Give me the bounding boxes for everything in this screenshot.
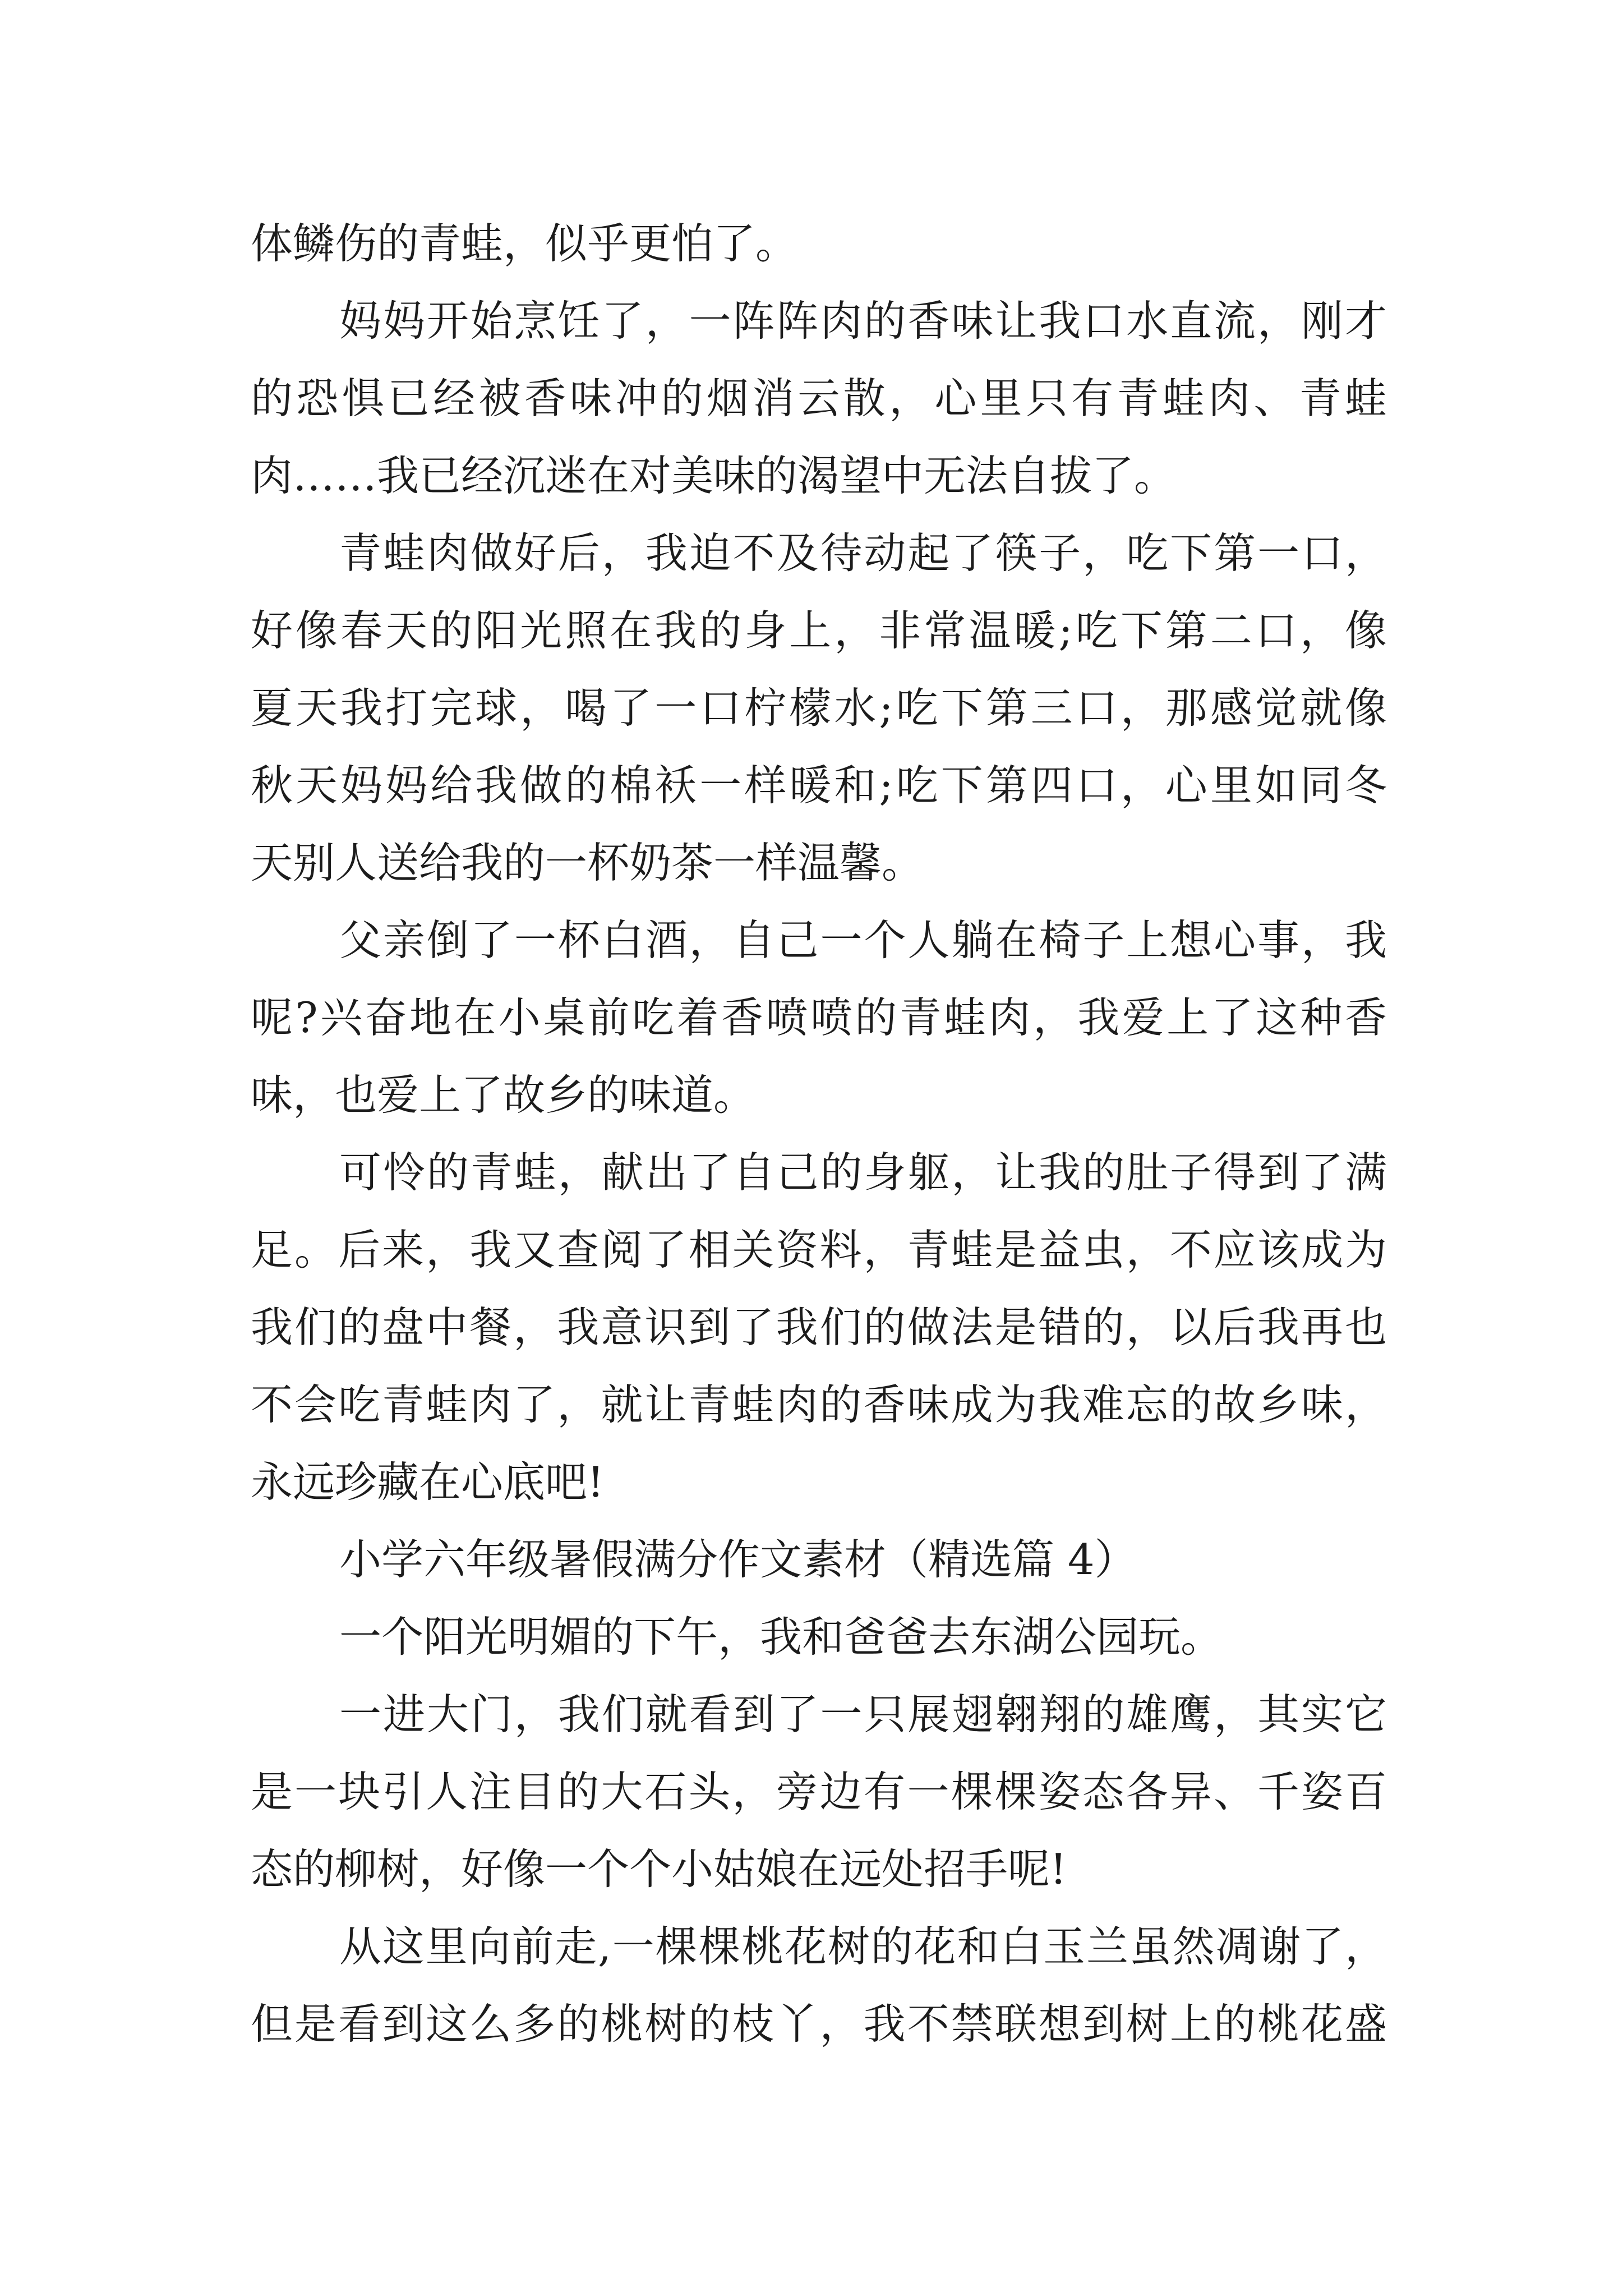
text-line: 不会吃青蛙肉了，就让青蛙肉的香味成为我难忘的故乡味， (251, 1380, 1387, 1429)
text-line: 体鳞伤的青蛙，似乎更怕了。 (251, 219, 798, 268)
section-heading-text: 小学六年级暑假满分作文素材（精选篇 4） (339, 1535, 1137, 1584)
text-line: 夏天我打完球，喝了一口柠檬水;吃下第三口，那感觉就像 (251, 683, 1387, 733)
text-line: 天别人送给我的一杯奶茶一样温馨。 (251, 838, 924, 887)
text-line: 永远珍藏在心底吧! (251, 1457, 605, 1507)
text-line: 态的柳树，好像一个个小姑娘在远处招手呢! (251, 1844, 1067, 1894)
text-line: 从这里向前走,一棵棵桃花树的花和白玉兰虽然凋谢了， (339, 1922, 1387, 1971)
text-line: 但是看到这么多的桃树的枝丫，我不禁联想到树上的桃花盛 (251, 1999, 1387, 2049)
text-line: 青蛙肉做好后，我迫不及待动起了筷子，吃下第一口， (339, 528, 1387, 578)
text-line: 是一块引人注目的大石头，旁边有一棵棵姿态各异、千姿百 (251, 1767, 1387, 1816)
text-line: 肉……我已经沉迷在对美味的渴望中无法自拔了。 (251, 451, 1177, 500)
text-line: 可怜的青蛙，献出了自己的身躯，让我的肚子得到了满 (339, 1148, 1387, 1197)
text-line: 妈妈开始烹饪了，一阵阵肉的香味让我口水直流，刚才 (339, 296, 1387, 346)
text-line: 父亲倒了一杯白酒，自己一个人躺在椅子上想心事，我 (339, 915, 1387, 965)
text-line: 味，也爱上了故乡的味道。 (251, 1070, 756, 1120)
text-line: 足。后来，我又查阅了相关资料，青蛙是益虫，不应该成为 (251, 1225, 1387, 1274)
text-line: 好像春天的阳光照在我的身上，非常温暖;吃下第二口，像 (251, 606, 1387, 655)
text-line: 的恐惧已经被香味冲的烟消云散，心里只有青蛙肉、青蛙 (251, 374, 1387, 423)
text-line: 一个阳光明媚的下午，我和爸爸去东湖公园玩。 (339, 1612, 1223, 1662)
text-line: 呢?兴奋地在小桌前吃着香喷喷的青蛙肉，我爱上了这种香 (251, 993, 1387, 1042)
text-line: 我们的盘中餐，我意识到了我们的做法是错的，以后我再也 (251, 1303, 1387, 1352)
text-line: 秋天妈妈给我做的棉袄一样暖和;吃下第四口，心里如同冬 (251, 761, 1387, 810)
text-line: 一进大门，我们就看到了一只展翅翱翔的雄鹰，其实它 (339, 1690, 1387, 1739)
